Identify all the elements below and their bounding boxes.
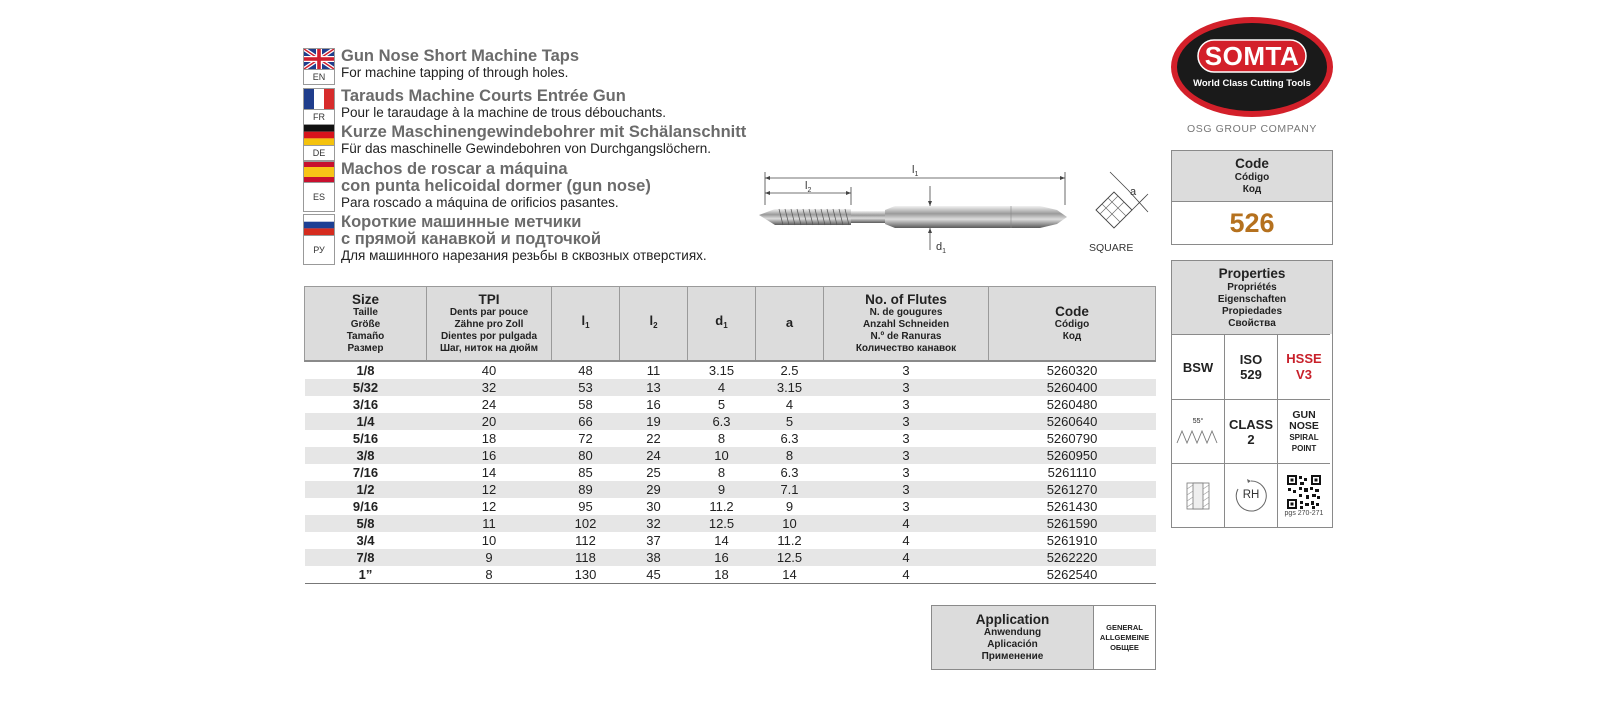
lang-code: DE <box>304 145 334 160</box>
class-label: CLASS <box>1228 416 1274 432</box>
application-values <box>1094 606 1155 669</box>
cell-tpi: 12 <box>427 481 552 498</box>
class-cell <box>1225 399 1278 463</box>
cell-l2: 29 <box>620 481 688 498</box>
table-row <box>305 379 1156 396</box>
somta-logo <box>1170 16 1334 118</box>
tap-diagram <box>755 160 1075 260</box>
application-label-en: Application <box>975 612 1050 627</box>
cell-d1: 3.15 <box>708 363 735 378</box>
cell-l1: 53 <box>552 379 620 396</box>
lang-title-line2: con punta helicoidal dormer (gun nose) <box>341 177 651 195</box>
cell-l1: 66 <box>552 413 620 430</box>
through-hole-icon <box>1186 481 1210 511</box>
cell-size: 5/8 <box>305 515 427 532</box>
cell-code: 5260790 <box>1046 431 1098 446</box>
table-row <box>305 413 1156 430</box>
application-box <box>931 605 1156 670</box>
header-size-fr: Taille <box>353 307 378 318</box>
cell-flutes: 4 <box>824 515 989 532</box>
code-box-title: Code <box>1235 156 1269 171</box>
cell-l2: 37 <box>646 533 661 548</box>
thread-standard: BSW <box>1182 359 1214 375</box>
cell-size: 1/8 <box>356 363 375 378</box>
cell-l1: 58 <box>578 397 593 412</box>
cell-a: 5 <box>756 413 824 430</box>
cell-tpi: 11 <box>427 515 552 532</box>
cell-size: 9/16 <box>352 499 379 514</box>
table-row <box>305 361 1156 379</box>
application-value-en: GENERAL <box>1106 622 1143 632</box>
cell-a: 2.5 <box>780 363 799 378</box>
cell-d1: 9 <box>688 481 756 498</box>
header-a <box>756 287 824 362</box>
brand-name: SOMTA <box>1204 41 1300 71</box>
lang-subtitle: Pour le taraudage à la machine de trous débouchants. <box>341 105 666 120</box>
cell-a: 10 <box>756 515 824 532</box>
cell-d1: 16 <box>688 549 756 566</box>
cell-l2: 25 <box>646 465 661 480</box>
application-labels <box>932 606 1094 669</box>
cell-l1: 130 <box>552 566 620 584</box>
header-code-en: Code <box>1055 304 1089 319</box>
cell-code: 5260640 <box>989 413 1156 430</box>
cell-size: 7/8 <box>305 549 427 566</box>
cell-size: 3/4 <box>356 533 375 548</box>
cell-size: 3/16 <box>352 397 379 412</box>
table-row <box>305 464 1156 481</box>
table-row <box>305 498 1156 515</box>
cell-tpi: 12 <box>481 499 497 514</box>
lang-title: Kurze Maschinengewindebohrer mit Schälanschnitt <box>341 123 747 141</box>
lang-title-line2: с прямой канавкой и подточкой <box>341 230 601 248</box>
header-flutes-es: N.º de Ranuras <box>870 331 942 342</box>
cell-code: 5261910 <box>1046 533 1098 548</box>
cell-a: 9 <box>785 499 794 514</box>
lang-subtitle: Para roscado a máquina de orificios pasantes. <box>341 195 619 210</box>
cell-tpi: 24 <box>481 397 497 412</box>
through-hole-cell <box>1172 463 1225 527</box>
header-tpi-ru: Шаг, ниток на дюйм <box>439 343 539 354</box>
properties-title-de: Eigenschaften <box>1217 293 1287 305</box>
cell-d1: 18 <box>688 566 756 584</box>
table-row <box>305 481 1156 498</box>
france-flag-icon <box>304 89 334 109</box>
cell-l1: 118 <box>552 549 620 566</box>
iso-label: ISO <box>1239 352 1263 367</box>
application-label-de: Anwendung <box>983 627 1042 638</box>
rotation-label: RH <box>1242 488 1260 501</box>
point-type-line3: SPIRAL <box>1289 432 1319 442</box>
material-cell <box>1278 334 1330 399</box>
flag-box-es <box>303 161 335 212</box>
cell-d1: 6.3 <box>688 413 756 430</box>
cell-flutes: 3 <box>824 379 989 396</box>
lang-code: FR <box>304 109 334 124</box>
thread-angle-cell <box>1172 399 1225 463</box>
cell-l2: 13 <box>620 379 688 396</box>
cell-code: 5261110 <box>1047 465 1097 480</box>
cell-l2: 19 <box>620 413 688 430</box>
cell-l1: 72 <box>578 431 593 446</box>
lang-subtitle: For machine tapping of through holes. <box>341 65 569 80</box>
header-d1-sub: 1 <box>723 321 728 330</box>
lang-block-es <box>303 161 651 212</box>
cell-d1: 8 <box>717 431 726 446</box>
dim-l2-label: $l_2$ <box>805 180 812 194</box>
cell-l2: 16 <box>646 397 661 412</box>
header-size-es: Tamaño <box>346 331 385 342</box>
cell-tpi: 9 <box>427 549 552 566</box>
header-l2 <box>620 287 688 362</box>
cell-d1: 4 <box>688 379 756 396</box>
lang-block-fr <box>303 88 666 125</box>
properties-title-es: Propiedades <box>1221 305 1283 317</box>
cell-l2: 32 <box>620 515 688 532</box>
cell-flutes: 3 <box>902 397 910 412</box>
header-l1-symbol: l <box>581 313 586 328</box>
cell-a: 3.15 <box>756 379 824 396</box>
cell-tpi: 32 <box>427 379 552 396</box>
cell-size: 1/4 <box>305 413 427 430</box>
header-a-symbol: a <box>785 314 794 330</box>
header-code-es: Código <box>1054 319 1090 330</box>
table-row <box>305 549 1156 566</box>
cell-l1: 85 <box>578 465 593 480</box>
cell-l2: 30 <box>646 499 661 514</box>
header-flutes <box>824 287 989 362</box>
cell-d1: 5 <box>717 397 726 412</box>
lang-title: Короткие машинные метчики <box>341 213 582 231</box>
cell-flutes: 3 <box>824 481 989 498</box>
header-size-ru: Размер <box>347 343 384 354</box>
cell-code: 5261590 <box>989 515 1156 532</box>
material-grade: HSSE <box>1286 351 1322 366</box>
cell-flutes: 4 <box>824 566 989 584</box>
properties-grid <box>1172 334 1332 527</box>
cell-code: 5261430 <box>1046 499 1098 514</box>
header-code <box>989 287 1156 362</box>
cell-code: 5262220 <box>989 549 1156 566</box>
tap-shank <box>885 206 1040 228</box>
header-tpi-en: TPI <box>478 292 500 307</box>
lang-code: ES <box>304 182 334 211</box>
cell-flutes: 3 <box>824 447 989 464</box>
lang-subtitle: Für das maschinelle Gewindebohren von Durchgangslöchern. <box>341 141 711 156</box>
cell-flutes: 3 <box>824 413 989 430</box>
point-type-line1: GUN <box>1292 408 1316 421</box>
flag-box-de <box>303 124 335 161</box>
cell-l1: 48 <box>578 363 593 378</box>
qr-code-icon[interactable] <box>1286 474 1322 510</box>
qr-cell[interactable] <box>1278 463 1330 527</box>
specification-table <box>304 286 1156 584</box>
lang-block-ru <box>303 214 707 265</box>
cell-l1: 80 <box>552 447 620 464</box>
table-row <box>305 447 1156 464</box>
cell-code: 5261270 <box>989 481 1156 498</box>
table-row <box>305 566 1156 584</box>
cell-flutes: 3 <box>902 363 910 378</box>
cell-a: 14 <box>756 566 824 584</box>
code-box <box>1171 150 1333 245</box>
cell-a: 11.2 <box>777 533 802 548</box>
cell-tpi: 40 <box>481 363 497 378</box>
right-hand-icon <box>1234 479 1268 513</box>
point-type-line4: POINT <box>1291 443 1317 453</box>
cell-size: 5/32 <box>305 379 427 396</box>
cell-flutes: 4 <box>824 549 989 566</box>
cell-size: 7/16 <box>352 465 379 480</box>
spain-flag-icon <box>304 162 334 182</box>
lang-title: Machos de roscar a máquina <box>341 160 568 178</box>
header-d1 <box>688 287 756 362</box>
lang-subtitle: Для машинного нарезания резьбы в сквозных отверстиях. <box>341 248 707 263</box>
properties-title-fr: Propriétés <box>1227 281 1277 293</box>
lang-title: Gun Nose Short Machine Taps <box>341 47 580 65</box>
code-box-title-es: Código <box>1234 172 1270 183</box>
table-row <box>305 430 1156 447</box>
header-flutes-de: Anzahl Schneiden <box>862 319 950 330</box>
header-size-en: Size <box>351 292 379 307</box>
cell-size: 1/2 <box>305 481 427 498</box>
flag-box-fr <box>303 88 335 125</box>
germany-flag-icon <box>304 125 334 145</box>
cell-d1: 12.5 <box>688 515 756 532</box>
flag-box-en <box>303 48 335 85</box>
cell-code: 5262540 <box>989 566 1156 584</box>
cell-flutes: 3 <box>902 465 910 480</box>
cell-size: 3/8 <box>305 447 427 464</box>
cell-a: 12.5 <box>756 549 824 566</box>
thread-angle-label: 55° <box>1192 418 1204 425</box>
cell-size: 5/16 <box>352 431 379 446</box>
application-value-de: ALLGEMEINE <box>1099 632 1150 642</box>
lang-code: РУ <box>304 235 334 264</box>
code-box-title-ru: Код <box>1242 184 1262 195</box>
cell-l2: 24 <box>620 447 688 464</box>
class-number: 2 <box>1247 431 1255 447</box>
cell-tpi: 18 <box>481 431 497 446</box>
cell-flutes: 4 <box>902 533 910 548</box>
header-l1 <box>552 287 620 362</box>
header-tpi <box>427 287 552 362</box>
thread-profile-icon <box>1176 425 1220 445</box>
cell-a: 8 <box>756 447 824 464</box>
cell-code: 5260950 <box>989 447 1156 464</box>
properties-title-ru: Свойства <box>1228 317 1276 329</box>
russia-flag-icon <box>304 215 334 235</box>
header-tpi-es: Dientes por pulgada <box>440 331 538 342</box>
cell-l2: 38 <box>620 549 688 566</box>
cell-l1: 102 <box>552 515 620 532</box>
header-tpi-de: Zähne pro Zoll <box>454 319 524 330</box>
cell-l1: 112 <box>575 533 596 548</box>
header-d1-symbol: d <box>715 313 724 328</box>
header-flutes-ru: Количество канавок <box>855 343 957 354</box>
lang-block-en <box>303 48 579 85</box>
cell-code: 5260400 <box>989 379 1156 396</box>
table-row <box>305 532 1156 549</box>
cell-tpi: 20 <box>427 413 552 430</box>
cell-d1: 11.2 <box>709 499 734 514</box>
cell-a: 6.3 <box>780 465 799 480</box>
cell-l2: 11 <box>646 363 661 378</box>
header-l2-sub: 2 <box>653 321 658 330</box>
cell-a: 7.1 <box>756 481 824 498</box>
cell-tpi: 8 <box>427 566 552 584</box>
flag-box-ru <box>303 214 335 265</box>
brand-tagline: World Class Cutting Tools <box>1193 78 1311 89</box>
uk-flag-icon <box>304 49 334 69</box>
cell-l2: 22 <box>646 431 661 446</box>
cell-code: 5260480 <box>1046 397 1098 412</box>
properties-panel <box>1171 260 1333 528</box>
application-label-ru: Применение <box>981 651 1044 662</box>
cell-flutes: 3 <box>902 431 910 446</box>
header-flutes-fr: N. de gougures <box>869 307 943 318</box>
table-header-row <box>305 287 1156 362</box>
iso-number: 529 <box>1240 367 1262 382</box>
group-name: OSG GROUP COMPANY <box>1187 123 1317 135</box>
table-row <box>305 515 1156 532</box>
square-diagram <box>1086 170 1161 232</box>
point-type-cell <box>1278 399 1330 463</box>
cell-l1: 89 <box>552 481 620 498</box>
header-flutes-en: No. of Flutes <box>865 292 947 307</box>
lang-block-de <box>303 124 746 161</box>
header-size <box>305 287 427 362</box>
lang-code: EN <box>304 69 334 84</box>
cell-tpi: 16 <box>427 447 552 464</box>
application-label-es: Aplicación <box>987 639 1038 650</box>
cell-a: 6.3 <box>780 431 799 446</box>
rotation-cell <box>1225 463 1278 527</box>
cell-a: 4 <box>785 397 794 412</box>
square-label: SQUARE <box>1089 242 1134 254</box>
dim-a-label: a <box>1130 186 1137 198</box>
point-type-line2: NOSE <box>1289 419 1319 432</box>
cell-d1: 10 <box>688 447 756 464</box>
application-value-ru: ОБЩЕЕ <box>1110 642 1139 652</box>
cell-code: 5260320 <box>1046 363 1098 378</box>
cell-d1: 8 <box>717 465 726 480</box>
tap-square-end <box>1040 206 1067 228</box>
header-l2-symbol: l <box>649 313 654 328</box>
table-body <box>305 361 1156 584</box>
iso-cell <box>1225 334 1278 399</box>
cell-tpi: 10 <box>481 533 497 548</box>
code-value: 526 <box>1229 207 1275 238</box>
header-code-ru: Код <box>1062 331 1082 342</box>
cell-size: 1” <box>305 566 427 584</box>
dim-l1-label: $l_1$ <box>912 164 919 178</box>
cell-tpi: 14 <box>481 465 497 480</box>
header-l1-sub: 1 <box>585 321 590 330</box>
header-tpi-fr: Dents par pouce <box>449 307 529 318</box>
material-variant: V3 <box>1296 367 1312 382</box>
dim-d1-label: $d_1$ <box>936 241 947 255</box>
cell-flutes: 3 <box>902 499 910 514</box>
properties-title: Properties <box>1218 265 1286 281</box>
page-reference: pgs 270-271 <box>1284 510 1324 517</box>
thread-standard-cell <box>1172 334 1225 399</box>
header-size-de: Größe <box>350 319 381 330</box>
table-row <box>305 396 1156 413</box>
cell-l1: 95 <box>578 499 593 514</box>
cell-l2: 45 <box>620 566 688 584</box>
cell-d1: 14 <box>714 533 729 548</box>
lang-title: Tarauds Machine Courts Entrée Gun <box>341 87 626 105</box>
